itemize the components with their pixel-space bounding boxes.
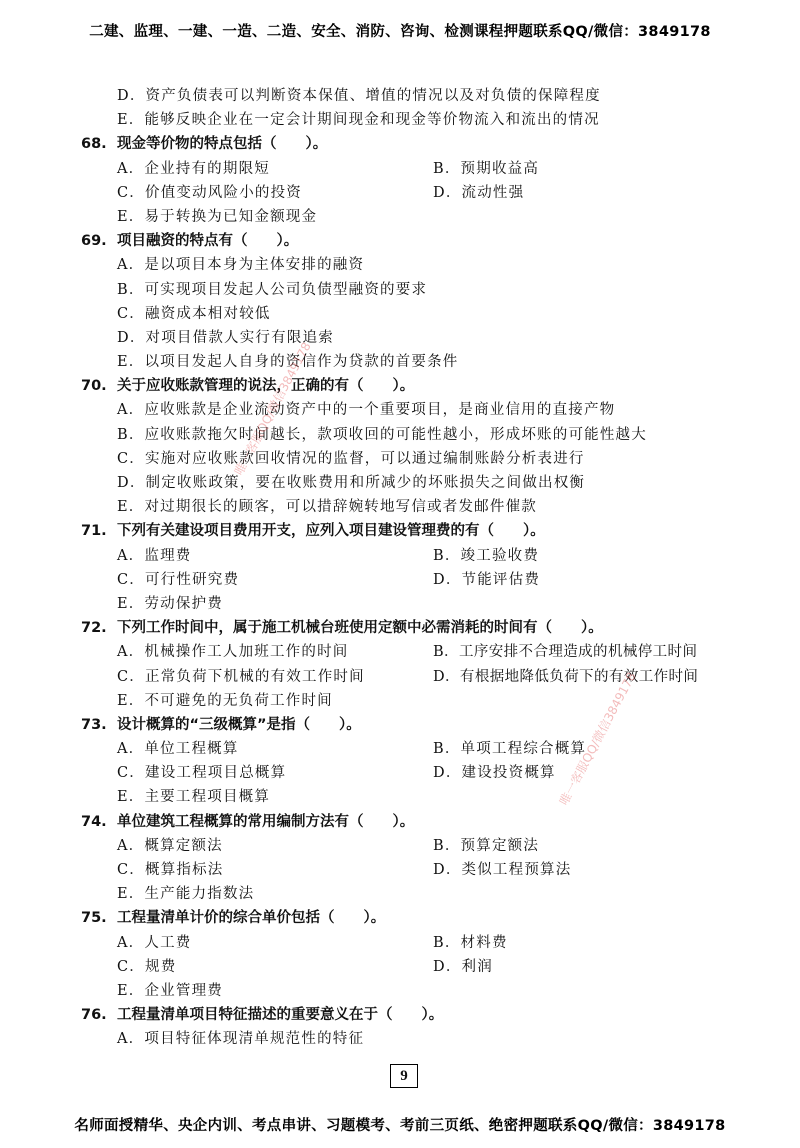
question-number: 69. <box>81 233 107 250</box>
option-c: C．正常负荷下机械的有效工作时间 <box>117 668 365 685</box>
option-line <box>0 737 800 761</box>
option-line <box>0 858 800 882</box>
option-a: A．监理费 <box>117 547 192 564</box>
option: D．资产负债表可以判断资本保值、增值的情况以及对负债的保障程度 <box>117 88 601 104</box>
question-number: 74. <box>81 813 107 830</box>
option-line <box>0 689 800 713</box>
option-d: D．类似工程预算法 <box>433 862 572 878</box>
question-72 <box>0 616 800 640</box>
option-line <box>0 157 800 181</box>
option-line <box>0 882 800 906</box>
question-list <box>0 84 800 1052</box>
question-text: 下列工作时间中，属于施工机械台班使用定额中必需消耗的时间有（ ）。 <box>117 620 603 637</box>
page-number: 9 <box>390 1064 418 1088</box>
option-line <box>0 979 800 1003</box>
option-e: E．以项目发起人自身的资信作为贷款的首要条件 <box>117 354 459 371</box>
question-text: 设计概算的“三级概算”是指（ ）。 <box>117 716 361 733</box>
option-line <box>0 544 800 568</box>
option-line <box>0 785 800 809</box>
option-d: D．建设投资概算 <box>433 765 556 782</box>
option-b: B．材料费 <box>433 934 508 951</box>
option-a: A．企业持有的期限短 <box>117 160 270 177</box>
option-line <box>0 447 800 471</box>
question-text: 工程量清单项目特征描述的重要意义在于（ ）。 <box>117 1007 444 1024</box>
page-footer: 名师面授精华、央企内训、考点串讲、习题模考、考前三页纸、绝密押题联系QQ/微信：3849178 <box>74 1118 726 1134</box>
option-a: A．单位工程概算 <box>117 741 239 758</box>
option-line <box>0 326 800 350</box>
question-number: 75. <box>81 910 107 927</box>
question-number: 73. <box>81 716 107 733</box>
option-b: B．工序安排不合理造成的机械停工时间 <box>433 644 698 661</box>
option-line <box>0 665 800 689</box>
question-number: 71. <box>81 523 107 540</box>
question-68 <box>0 132 800 156</box>
question-number: 70. <box>81 378 107 395</box>
option-b: B．可实现项目发起人公司负债型融资的要求 <box>117 281 428 298</box>
question-number: 72. <box>81 620 107 637</box>
option-line <box>0 278 800 302</box>
option-line <box>0 398 800 422</box>
option-line <box>0 423 800 447</box>
option-a: A．人工费 <box>117 934 192 951</box>
option-c: C．概算指标法 <box>117 862 224 878</box>
option-d: D．利润 <box>433 958 493 975</box>
option-line <box>0 761 800 785</box>
question-75 <box>0 906 800 930</box>
question-number: 68. <box>81 136 107 153</box>
option-c: C．可行性研究费 <box>117 571 240 588</box>
option-c: C．融资成本相对较低 <box>117 305 271 322</box>
option-d: D．对项目借款人实行有限追索 <box>117 329 334 346</box>
page-header: 二建、监理、一建、一造、二造、安全、消防、咨询、检测课程押题联系QQ/微信：3849178 <box>89 24 711 40</box>
question-69 <box>0 229 800 253</box>
question-text: 现金等价物的特点包括（ ）。 <box>117 136 328 153</box>
option-line <box>0 495 800 519</box>
question-76 <box>0 1003 800 1027</box>
option-line <box>0 471 800 495</box>
option-c: C．规费 <box>117 958 177 975</box>
option-d: D．有根据地降低负荷下的有效工作时间 <box>433 668 699 685</box>
option-b: B．单项工程综合概算 <box>433 741 587 758</box>
option-c: C．建设工程项目总概算 <box>117 765 287 782</box>
option-line <box>0 181 800 205</box>
question-number: 76. <box>81 1007 107 1024</box>
option-line <box>0 568 800 592</box>
option-e: E．主要工程项目概算 <box>117 789 271 806</box>
watermark: 唯一客服QQ/微信3849178 <box>556 669 639 808</box>
option-e: E．企业管理费 <box>117 982 223 999</box>
option-line <box>0 108 800 132</box>
option-c: C．实施对应收账款回收情况的监督，可以通过编制账龄分析表进行 <box>117 450 585 467</box>
option-line <box>0 350 800 374</box>
question-71 <box>0 519 800 543</box>
option-d: D．制定收账政策，要在收账费用和所减少的坏账损失之间做出权衡 <box>117 475 586 491</box>
option-a: A．项目特征体现清单规范性的特征 <box>117 1031 365 1048</box>
option-e: E．生产能力指数法 <box>117 886 255 903</box>
option-a: A．机械操作工人加班工作的时间 <box>117 644 349 661</box>
option-line <box>0 253 800 277</box>
watermark: 唯一客服QQ/微信3849178 <box>231 339 314 478</box>
option-line <box>0 84 800 108</box>
option-b: B．应收账款拖欠时间越长，款项收回的可能性越小，形成坏账的可能性越大 <box>117 426 647 443</box>
option-line <box>0 834 800 858</box>
option-line <box>0 640 800 664</box>
option: E．能够反映企业在一定会计期间现金和现金等价物流入和流出的情况 <box>117 112 600 129</box>
option-line <box>0 1027 800 1051</box>
question-73 <box>0 713 800 737</box>
option-line <box>0 205 800 229</box>
option-e: E．对过期很长的顾客，可以措辞婉转地写信或者发邮件催款 <box>117 499 537 516</box>
option-line <box>0 955 800 979</box>
option-c: C．价值变动风险小的投资 <box>117 184 302 201</box>
question-text: 工程量清单计价的综合单价包括（ ）。 <box>117 910 386 927</box>
option-a: A．概算定额法 <box>117 837 223 854</box>
option-a: A．是以项目本身为主体安排的融资 <box>117 257 365 274</box>
question-text: 关于应收账款管理的说法，正确的有（ ）。 <box>117 378 415 395</box>
option-b: B．竣工验收费 <box>433 547 540 564</box>
question-74 <box>0 810 800 834</box>
question-text: 单位建筑工程概算的常用编制方法有（ ）。 <box>117 813 415 830</box>
option-e: E．易于转换为已知金额现金 <box>117 208 318 225</box>
option-b: B．预算定额法 <box>433 837 540 854</box>
option-b: B．预期收益高 <box>433 160 540 177</box>
option-line <box>0 302 800 326</box>
question-70 <box>0 374 800 398</box>
question-text: 项目融资的特点有（ ）。 <box>117 233 299 250</box>
question-text: 下列有关建设项目费用开支，应列入项目建设管理费的有（ ）。 <box>117 523 545 540</box>
option-line <box>0 592 800 616</box>
option-d: D．节能评估费 <box>433 571 541 588</box>
option-a: A．应收账款是企业流动资产中的一个重要项目，是商业信用的直接产物 <box>117 402 616 419</box>
option-line <box>0 931 800 955</box>
option-e: E．不可避免的无负荷工作时间 <box>117 692 333 709</box>
option-d: D．流动性强 <box>433 184 525 201</box>
option-e: E．劳动保护费 <box>117 595 223 612</box>
